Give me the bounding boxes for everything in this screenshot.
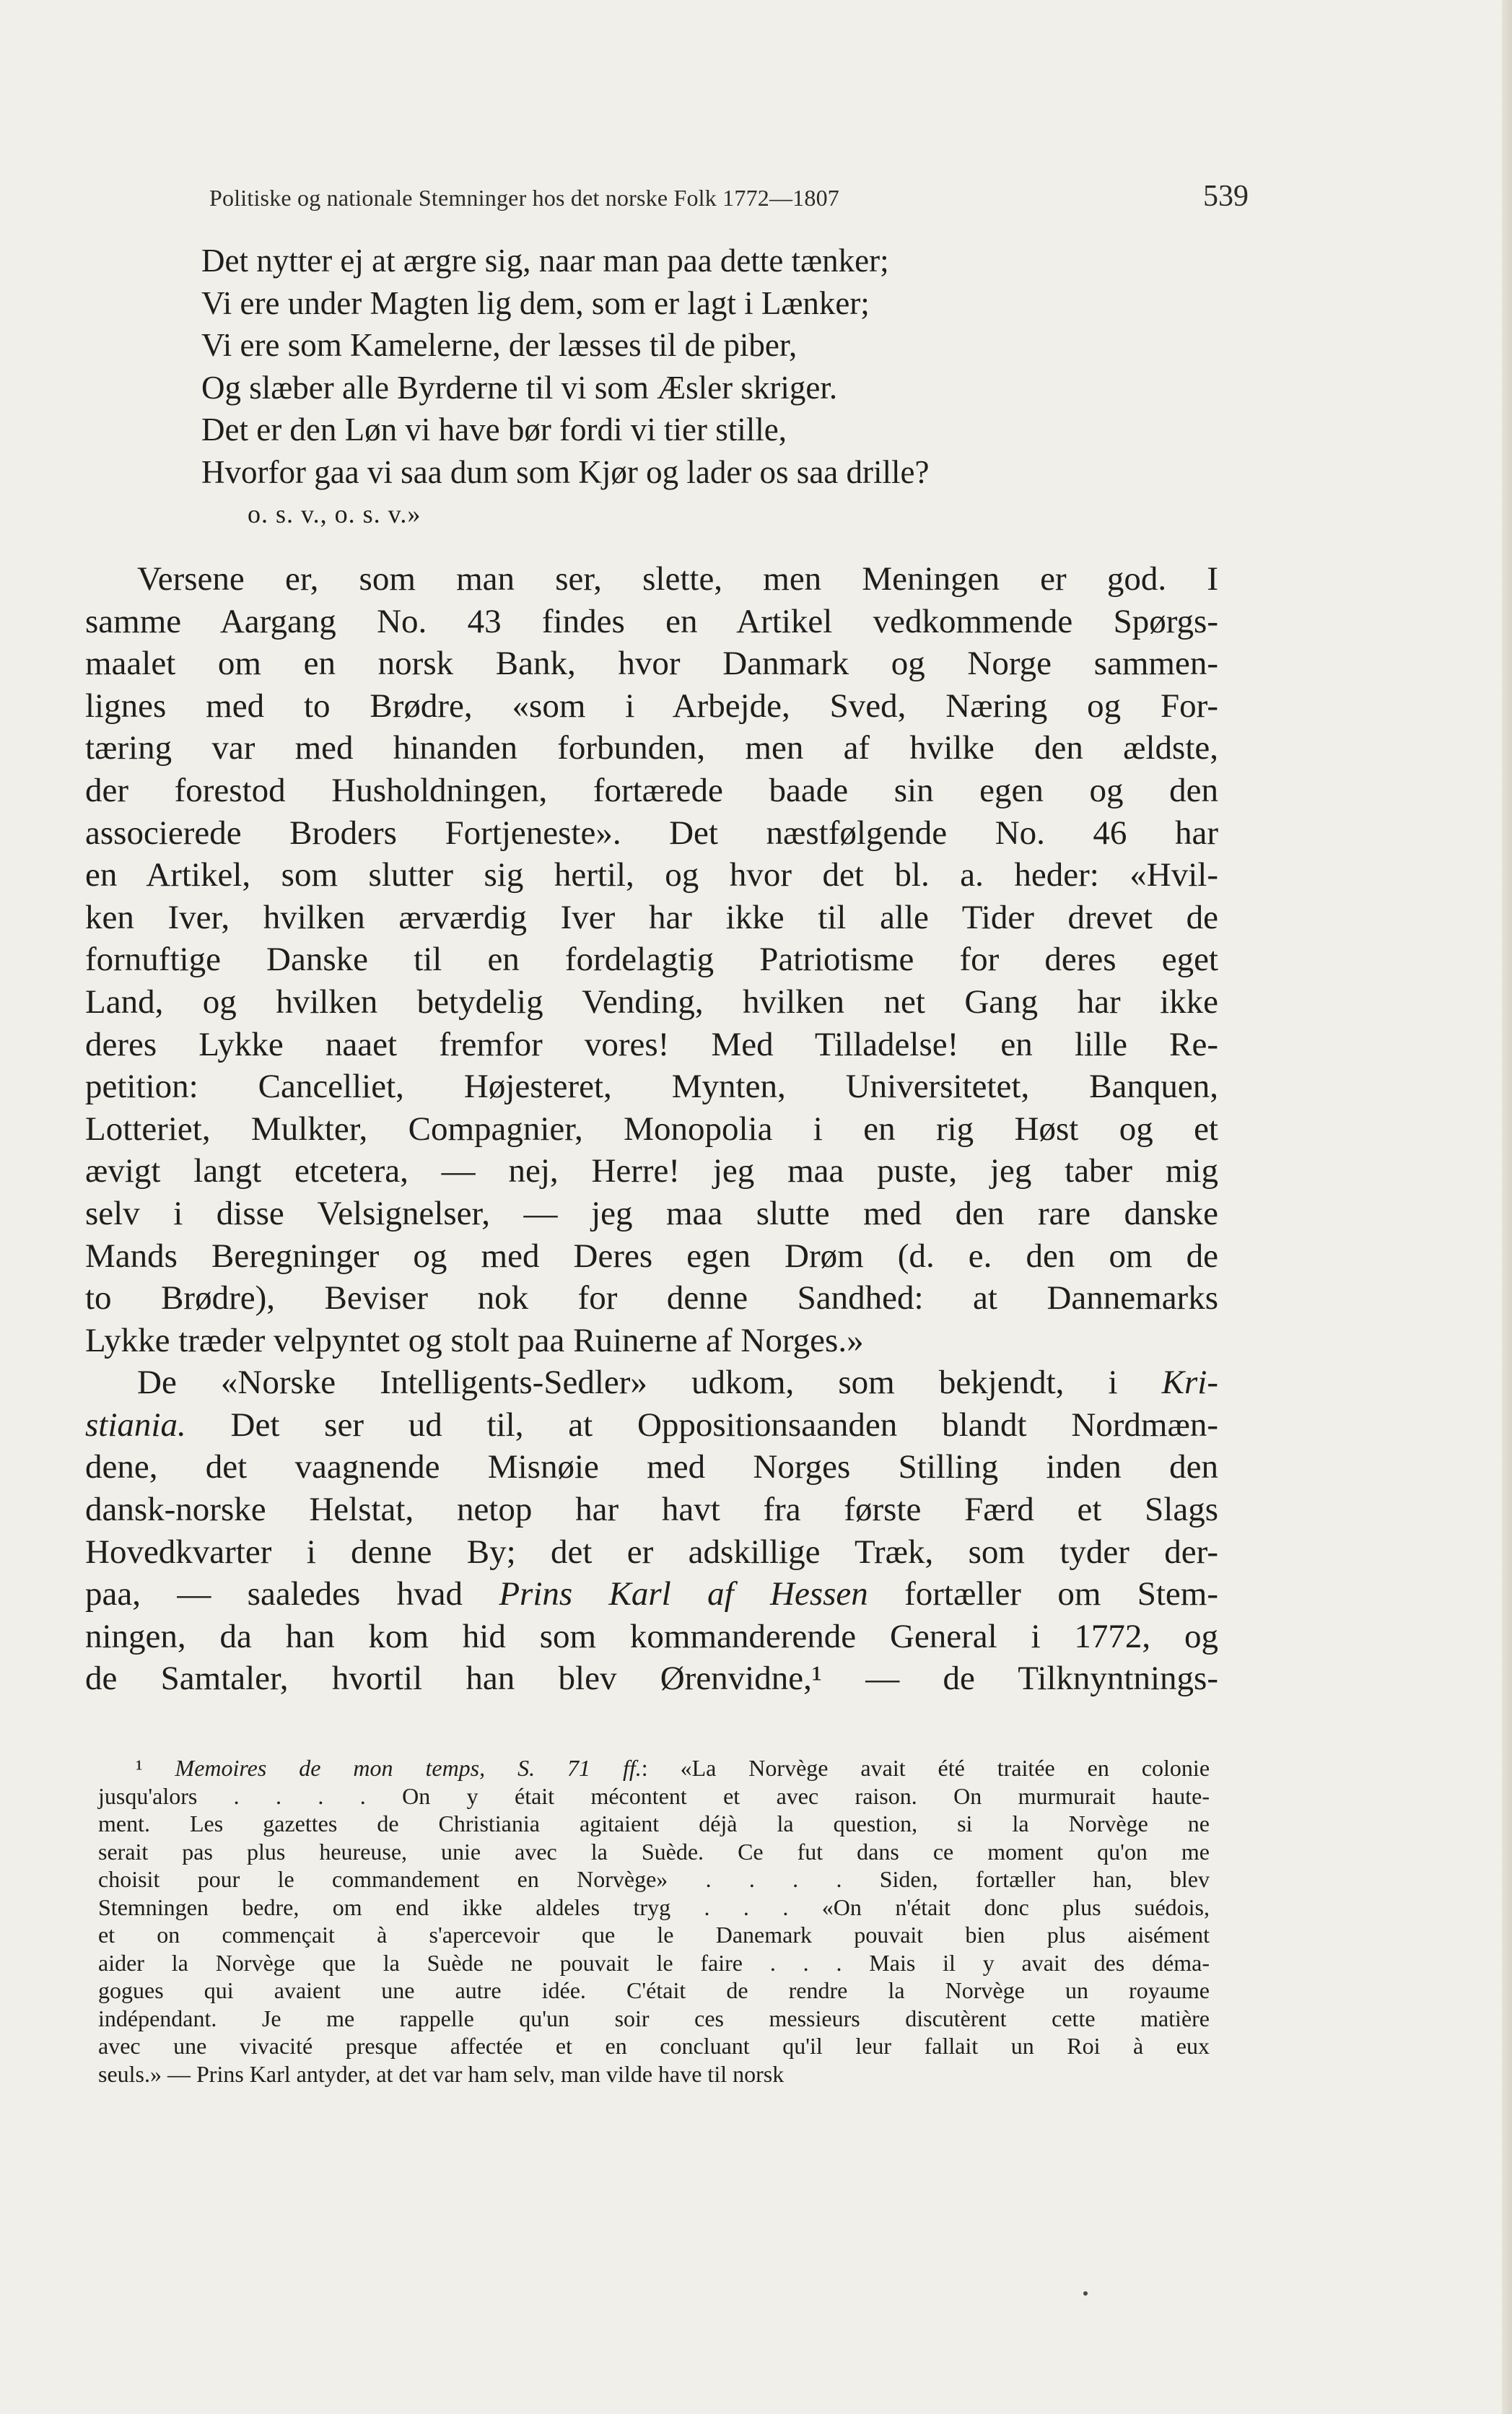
body-text — [85, 558, 1218, 1700]
body-line: selv i disse Velsignelser, — jeg maa slutte med den rare danske — [85, 1194, 1218, 1232]
body-line: dene, det vaagnende Misnøie med Norges Stilling inden den — [85, 1448, 1218, 1486]
poem-line: Vi ere under Magten lig dem, som er lagt i Lænker; — [201, 284, 870, 321]
poem-line: Det er den Løn vi have bør fordi vi tier stille, — [201, 411, 787, 448]
body-line: Mands Beregninger og med Deres egen Drøm (d. e. den om de — [85, 1237, 1218, 1275]
body-line: Versene er, som man ser, slette, men Meningen er god. I — [137, 560, 1218, 598]
footnote-line: ment. Les gazettes de Christiania agitaient déjà la question, si la Norvège ne — [98, 1810, 1210, 1836]
text-run: paa, — saaledes hvad — [85, 1575, 499, 1613]
body-line — [85, 1404, 1218, 1447]
body-line — [85, 1573, 1218, 1616]
footnote-line: aider la Norvège que la Suède ne pouvait le faire . . . Mais il y avait des déma- — [98, 1949, 1210, 1976]
italic-place-name: stiania. — [85, 1406, 186, 1444]
body-line: de Samtaler, hvortil han blev Ørenvidne,¹ — de Tilknyntnings- — [85, 1660, 1218, 1698]
footnote-source: Memoires de mon temps, S. 71 ff. — [175, 1755, 642, 1781]
text-run: fortæller om Stem- — [868, 1575, 1218, 1613]
body-line: Lotteriet, Mulkter, Compagnier, Monopolia i en rig Høst og et — [85, 1110, 1218, 1148]
text-run: Det ser ud til, at Oppositionsaanden blandt Nordmæn- — [185, 1406, 1218, 1444]
body-line: Land, og hvilken betydelig Vending, hvilken net Gang har ikke — [85, 982, 1218, 1021]
body-line: associerede Broders Fortjeneste». Det næstfølgende No. 46 har — [85, 814, 1218, 852]
poem-etcetera: o. s. v., o. s. v.» — [248, 500, 421, 528]
body-line: en Artikel, som slutter sig hertil, og hvor det bl. a. heder: «Hvil- — [85, 856, 1218, 894]
footnote-line: choisit pour le commandement en Norvège» . . . . Siden, fortæller han, blev — [98, 1866, 1210, 1892]
body-line: der forestod Husholdningen, fortærede baade sin egen og den — [85, 771, 1218, 809]
text-run: De «Norske Intelligents-Sedler» udkom, som bekjendt, i — [137, 1364, 1162, 1402]
footnote-marker: ¹ — [136, 1755, 143, 1781]
footnote-line: jusqu'alors . . . . On y était mécontent et avec raison. On murmurait haute- — [98, 1782, 1210, 1809]
body-line: samme Aargang No. 43 findes en Artikel vedkommende Spørgs- — [85, 602, 1218, 640]
footnote-line: avec une vivacité presque affectée et en concluant qu'il leur fallait un Roi à eux — [98, 2033, 1210, 2059]
body-line: ævigt langt etcetera, — nej, Herre! jeg maa puste, jeg taber mig — [85, 1152, 1218, 1190]
page-number: 539 — [1203, 180, 1249, 213]
footnote-line: et on commençait à s'apercevoir que le Danemark pouvait bien plus aisément — [98, 1922, 1210, 1948]
body-line — [85, 1361, 1218, 1404]
poem-line: Hvorfor gaa vi saa dum som Kjør og lader os saa drille? — [201, 453, 930, 490]
italic-place-name: Kri- — [1161, 1364, 1218, 1402]
poem-line: Vi ere som Kamelerne, der læsses til de piber, — [201, 327, 797, 363]
poem-quotation — [201, 240, 1248, 536]
footnote-line — [98, 1754, 1210, 1782]
running-title: Politiske og nationale Stemninger hos det norske Folk 1772—1807 — [209, 185, 839, 211]
body-line: to Brødre), Beviser nok for denne Sandhed: at Dannemarks — [85, 1279, 1218, 1317]
body-line: Hovedkvarter i denne By; det er adskillige Træk, som tyder der- — [85, 1533, 1218, 1571]
body-line: fornuftige Danske til en fordelagtig Patriotisme for deres eget — [85, 941, 1218, 979]
body-line: maalet om en norsk Bank, hvor Danmark og Norge sammen- — [85, 645, 1218, 683]
footnote-line: serait pas plus heureuse, unie avec la Suède. Ce fut dans ce moment qu'on me — [98, 1838, 1210, 1865]
body-line: ken Iver, hvilken ærværdig Iver har ikke til alle Tider drevet de — [85, 898, 1218, 936]
text-run: : «La Norvège avait été traitée en colonie — [641, 1755, 1210, 1781]
footnote-line: gogues qui avaient une autre idée. C'était de rendre la Norvège un royaume — [98, 1977, 1210, 2003]
body-line: petition: Cancelliet, Højesteret, Mynten, Universitetet, Banquen, — [85, 1068, 1218, 1106]
footnote-line: indépendant. Je me rappelle qu'un soir ces messieurs discutèrent cette matière — [98, 2005, 1210, 2031]
ink-speck — [1083, 2291, 1088, 2296]
body-line: tæring var med hinanden forbunden, men af hvilke den ældste, — [85, 729, 1218, 767]
body-line: Lykke træder velpyntet og stolt paa Ruinerne af Norges.» — [85, 1321, 864, 1359]
poem-line: Det nytter ej at ærgre sig, naar man paa dette tænker; — [201, 243, 889, 279]
body-line: deres Lykke naaet fremfor vores! Med Tilladelse! en lille Re- — [85, 1025, 1218, 1063]
body-line: lignes med to Brødre, «som i Arbejde, Sved, Næring og For- — [85, 687, 1218, 725]
footnote-line: Stemningen bedre, om end ikke aldeles tryg . . . «On n'était donc plus suédois, — [98, 1894, 1210, 1920]
running-header — [202, 179, 1249, 222]
poem-line: Og slæber alle Byrderne til vi som Æsler skriger. — [201, 369, 838, 406]
italic-person-name: Prins Karl af Hessen — [499, 1575, 868, 1613]
page-edge-shadow — [1502, 0, 1512, 2414]
footnote — [98, 1754, 1210, 2088]
footnote-line: seuls.» — Prins Karl antyder, at det var ham selv, man vilde have til norsk — [98, 2060, 785, 2087]
body-line: dansk-norske Helstat, netop har havt fra første Færd et Slags — [85, 1491, 1218, 1529]
body-line: ningen, da han kom hid som kommanderende General i 1772, og — [85, 1617, 1218, 1655]
